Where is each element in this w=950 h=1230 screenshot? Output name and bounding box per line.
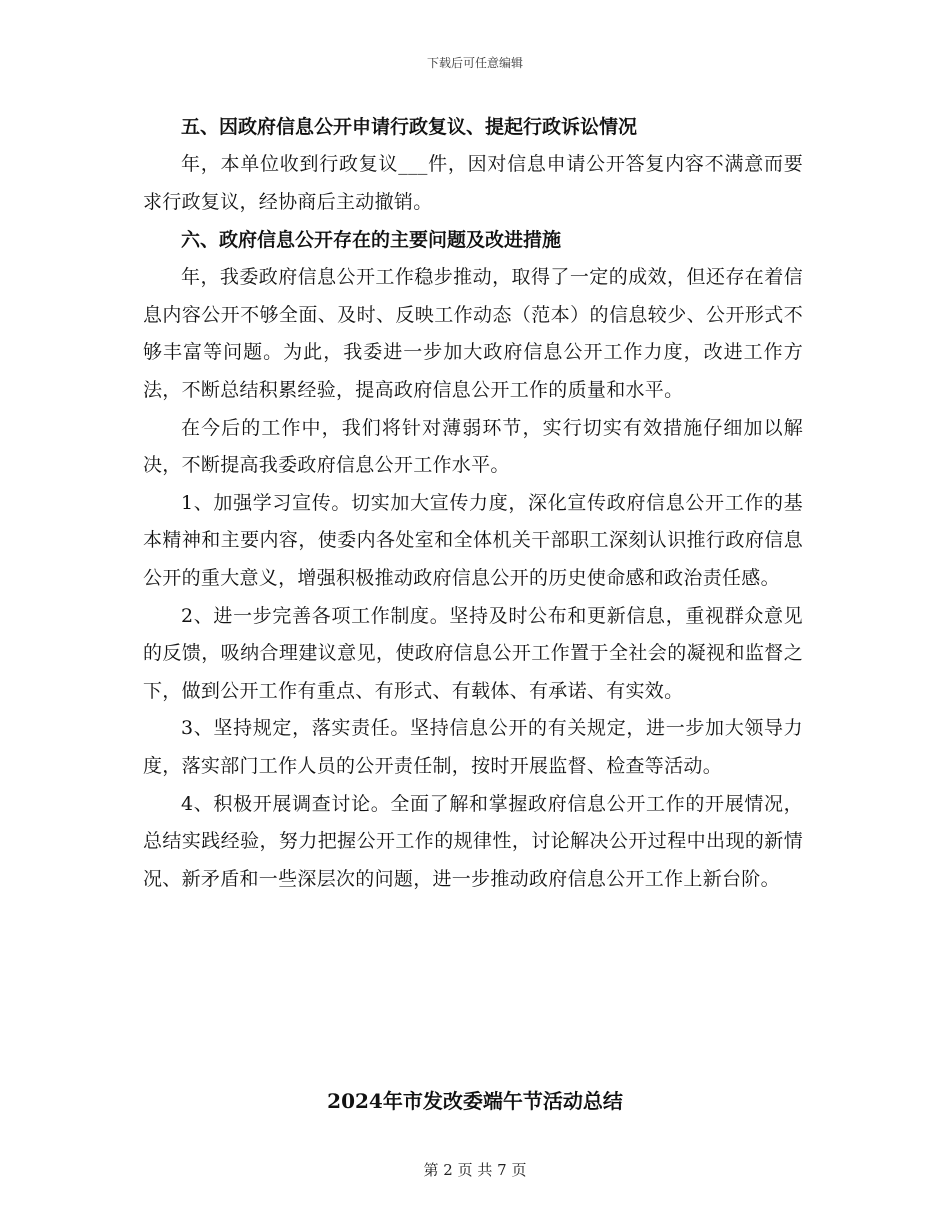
document-body	[143, 108, 803, 898]
section-6-paragraph-2: 在今后的工作中，我们将针对薄弱环节，实行切实有效措施仔细加以解决，不断提高我委政府信息公开工作水平。	[143, 416, 803, 477]
section-5-heading: 五、因政府信息公开申请行政复议、提起行政诉讼情况	[181, 116, 638, 138]
header-note: 下载后可任意编辑	[426, 56, 523, 70]
section-6-heading: 六、政府信息公开存在的主要问题及改进措施	[181, 229, 562, 252]
next-document-title: 2024年市发改委端午节活动总结	[327, 1089, 623, 1113]
section-5-paragraph: 年，本单位收到行政复议___件，因对信息申请公开答复内容不满意而要求行政复议，经协商后主动撤销。	[143, 153, 803, 213]
measure-item-2: 2、进一步完善各项工作制度。坚持及时公布和更新信息，重视群众意见的反馈，吸纳合理建议意见，使政府信息公开工作置于全社会的凝视和监督之下，做到公开工作有重点、有形式、有载体、有承诺、有实效。	[143, 604, 803, 702]
measure-item-1: 1、加强学习宣传。切实加大宣传力度，深化宣传政府信息公开工作的基本精神和主要内容，使委内各处室和全体机关干部职工深刻认识推行政府信息公开的重大意义，增强积极推动政府信息公开的历史使命感和政治责任感。	[143, 491, 803, 589]
measure-item-3: 3、坚持规定，落实责任。坚持信息公开的有关规定，进一步加大领导力度，落实部门工作人员的公开责任制，按时开展监督、检查等活动。	[143, 717, 803, 777]
measure-item-4: 4、积极开展调查讨论。全面了解和掌握政府信息公开工作的开展情况，总结实践经验，努力把握公开工作的规律性，讨论解决公开过程中出现的新情况、新矛盾和一些深层次的问题，进一步推动政府信息公开工作上新台阶。	[143, 792, 803, 890]
section-6-paragraph-1: 年，我委政府信息公开工作稳步推动，取得了一定的成效，但还存在着信息内容公开不够全面、及时、反映工作动态（范本）的信息较少、公开形式不够丰富等问题。为此，我委进一步加大政府信息公开工作力度，改进工作方法，不断总结积累经验，提高政府信息公开工作的质量和水平。	[143, 266, 803, 401]
page-number: 第 2 页 共 7 页	[423, 1161, 527, 1179]
